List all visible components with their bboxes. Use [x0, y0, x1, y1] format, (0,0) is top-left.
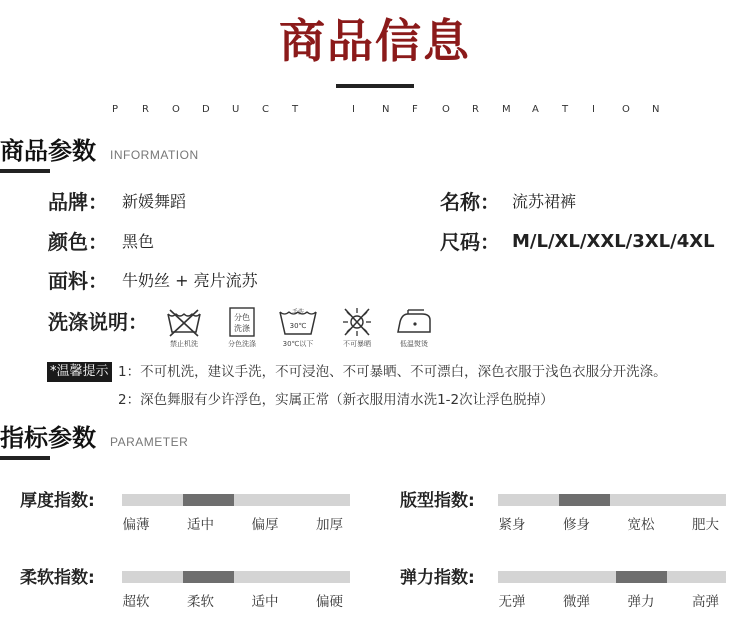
- subtitle-letter: U: [232, 104, 240, 115]
- scale-selected-segment: [183, 571, 234, 583]
- brand-label: 品牌：: [48, 190, 108, 214]
- wash-30c-inner-top: 手洗: [291, 309, 305, 316]
- softness-scale: [122, 571, 350, 617]
- scale-tick-label: 适中: [187, 517, 214, 533]
- fit-label: 版型指数:: [400, 491, 475, 511]
- title-underline: [336, 84, 414, 88]
- scale-tick-label: 无弹: [498, 594, 526, 610]
- scale-tick-label: 偏厚: [251, 517, 279, 533]
- scale-tick-label: 超软: [122, 594, 150, 610]
- separate-wash-icon: [222, 306, 262, 342]
- subtitle-letter: N: [382, 104, 390, 115]
- scale-tick-label: 偏薄: [122, 517, 150, 533]
- scale-selected-segment: [616, 571, 667, 583]
- params-section-subtitle: PARAMETER: [110, 435, 189, 449]
- scale-tick-label: 偏硬: [316, 594, 343, 610]
- scale-tick-label: 适中: [251, 594, 279, 610]
- subtitle-letter: O: [622, 104, 630, 115]
- wash-caption: 分色洗涤: [228, 340, 256, 348]
- brand-value: 新媛舞蹈: [122, 192, 187, 211]
- subtitle-letter: T: [292, 104, 299, 115]
- subtitle-letter: O: [172, 104, 180, 115]
- subtitle-letter: I: [352, 104, 355, 115]
- scale-tick-label: 紧身: [498, 517, 526, 533]
- separate-wash-inner-bottom: 洗涤: [234, 324, 250, 333]
- page-title: 商品信息: [279, 14, 471, 68]
- elasticity-label: 弹力指数:: [400, 568, 475, 588]
- scale-tick-label: 修身: [563, 517, 590, 533]
- scale-selected-segment: [559, 494, 610, 506]
- fabric-value: 牛奶丝 + 亮片流苏: [122, 271, 258, 290]
- tip-line-2: 2：深色舞服有少许浮色，实属正常（新衣服用清水洗1-2次让浮色脱掉）: [118, 392, 554, 408]
- scale-tick-label: 柔软: [187, 594, 214, 610]
- separate-wash-inner-top: 分色: [234, 313, 250, 322]
- subtitle-letter: D: [202, 104, 210, 115]
- subtitle-letter: M: [502, 104, 511, 115]
- wash-30c-icon: [278, 306, 318, 342]
- scale-tick-label: 加厚: [316, 517, 343, 533]
- color-label: 颜色：: [48, 230, 108, 254]
- subtitle-letter: C: [262, 104, 269, 115]
- low-iron-icon: [394, 306, 434, 342]
- name-value: 流苏裙裤: [512, 192, 577, 211]
- subtitle-letter: N: [652, 104, 660, 115]
- scale-selected-segment: [183, 494, 234, 506]
- subtitle-letter: A: [532, 104, 539, 115]
- scale-tick-label: 微弹: [563, 594, 590, 610]
- tip-line-1: 1：不可机洗，建议手洗，不可浸泡、不可暴晒、不可漂白，深色衣服于浅色衣服分开洗涤。: [118, 364, 667, 380]
- scale-tick-label: 宽松: [627, 517, 655, 533]
- tips-badge: *温馨提示: [47, 362, 112, 382]
- wash-caption: 30℃以下: [282, 340, 314, 348]
- specs-section-title: 商品参数: [0, 137, 96, 165]
- wash-caption: 不可暴晒: [343, 340, 371, 348]
- subtitle-letter: R: [472, 104, 479, 115]
- scale-tick-label: 肥大: [692, 517, 719, 533]
- subtitle-letter: F: [412, 104, 418, 115]
- scale-tick-label: 高弹: [692, 594, 719, 610]
- wash-label: 洗涤说明：: [48, 310, 148, 334]
- params-section-bar: [0, 456, 50, 460]
- softness-label: 柔软指数:: [20, 568, 95, 588]
- wash-caption: 禁止机洗: [170, 340, 198, 348]
- scale-track: [122, 494, 350, 506]
- no-sun-icon: [337, 306, 377, 342]
- product-information-subtitle: [112, 104, 660, 120]
- subtitle-letter: T: [562, 104, 569, 115]
- wash-30c-inner-bottom: 30℃: [289, 322, 307, 330]
- scale-tick-label: 弹力: [627, 594, 655, 610]
- thickness-scale: [122, 494, 350, 540]
- fabric-label: 面料：: [48, 269, 108, 293]
- no-machine-wash-icon: [164, 306, 204, 342]
- scale-track: [122, 571, 350, 583]
- subtitle-letter: P: [112, 104, 119, 115]
- specs-section-bar: [0, 169, 50, 173]
- fit-scale: [498, 494, 726, 540]
- subtitle-letter: O: [442, 104, 450, 115]
- subtitle-letter: I: [592, 104, 595, 115]
- name-label: 名称：: [440, 190, 500, 214]
- subtitle-letter: R: [142, 104, 149, 115]
- size-label: 尺码：: [440, 230, 500, 254]
- scale-track: [498, 571, 726, 583]
- wash-caption: 低温熨烫: [400, 340, 428, 348]
- specs-section-subtitle: INFORMATION: [110, 148, 199, 162]
- params-section-title: 指标参数: [0, 424, 96, 452]
- thickness-label: 厚度指数:: [20, 491, 95, 511]
- size-value: M/L/XL/XXL/3XL/4XL: [512, 231, 715, 252]
- scale-track: [498, 494, 726, 506]
- elasticity-scale: [498, 571, 726, 617]
- color-value: 黑色: [122, 232, 155, 251]
